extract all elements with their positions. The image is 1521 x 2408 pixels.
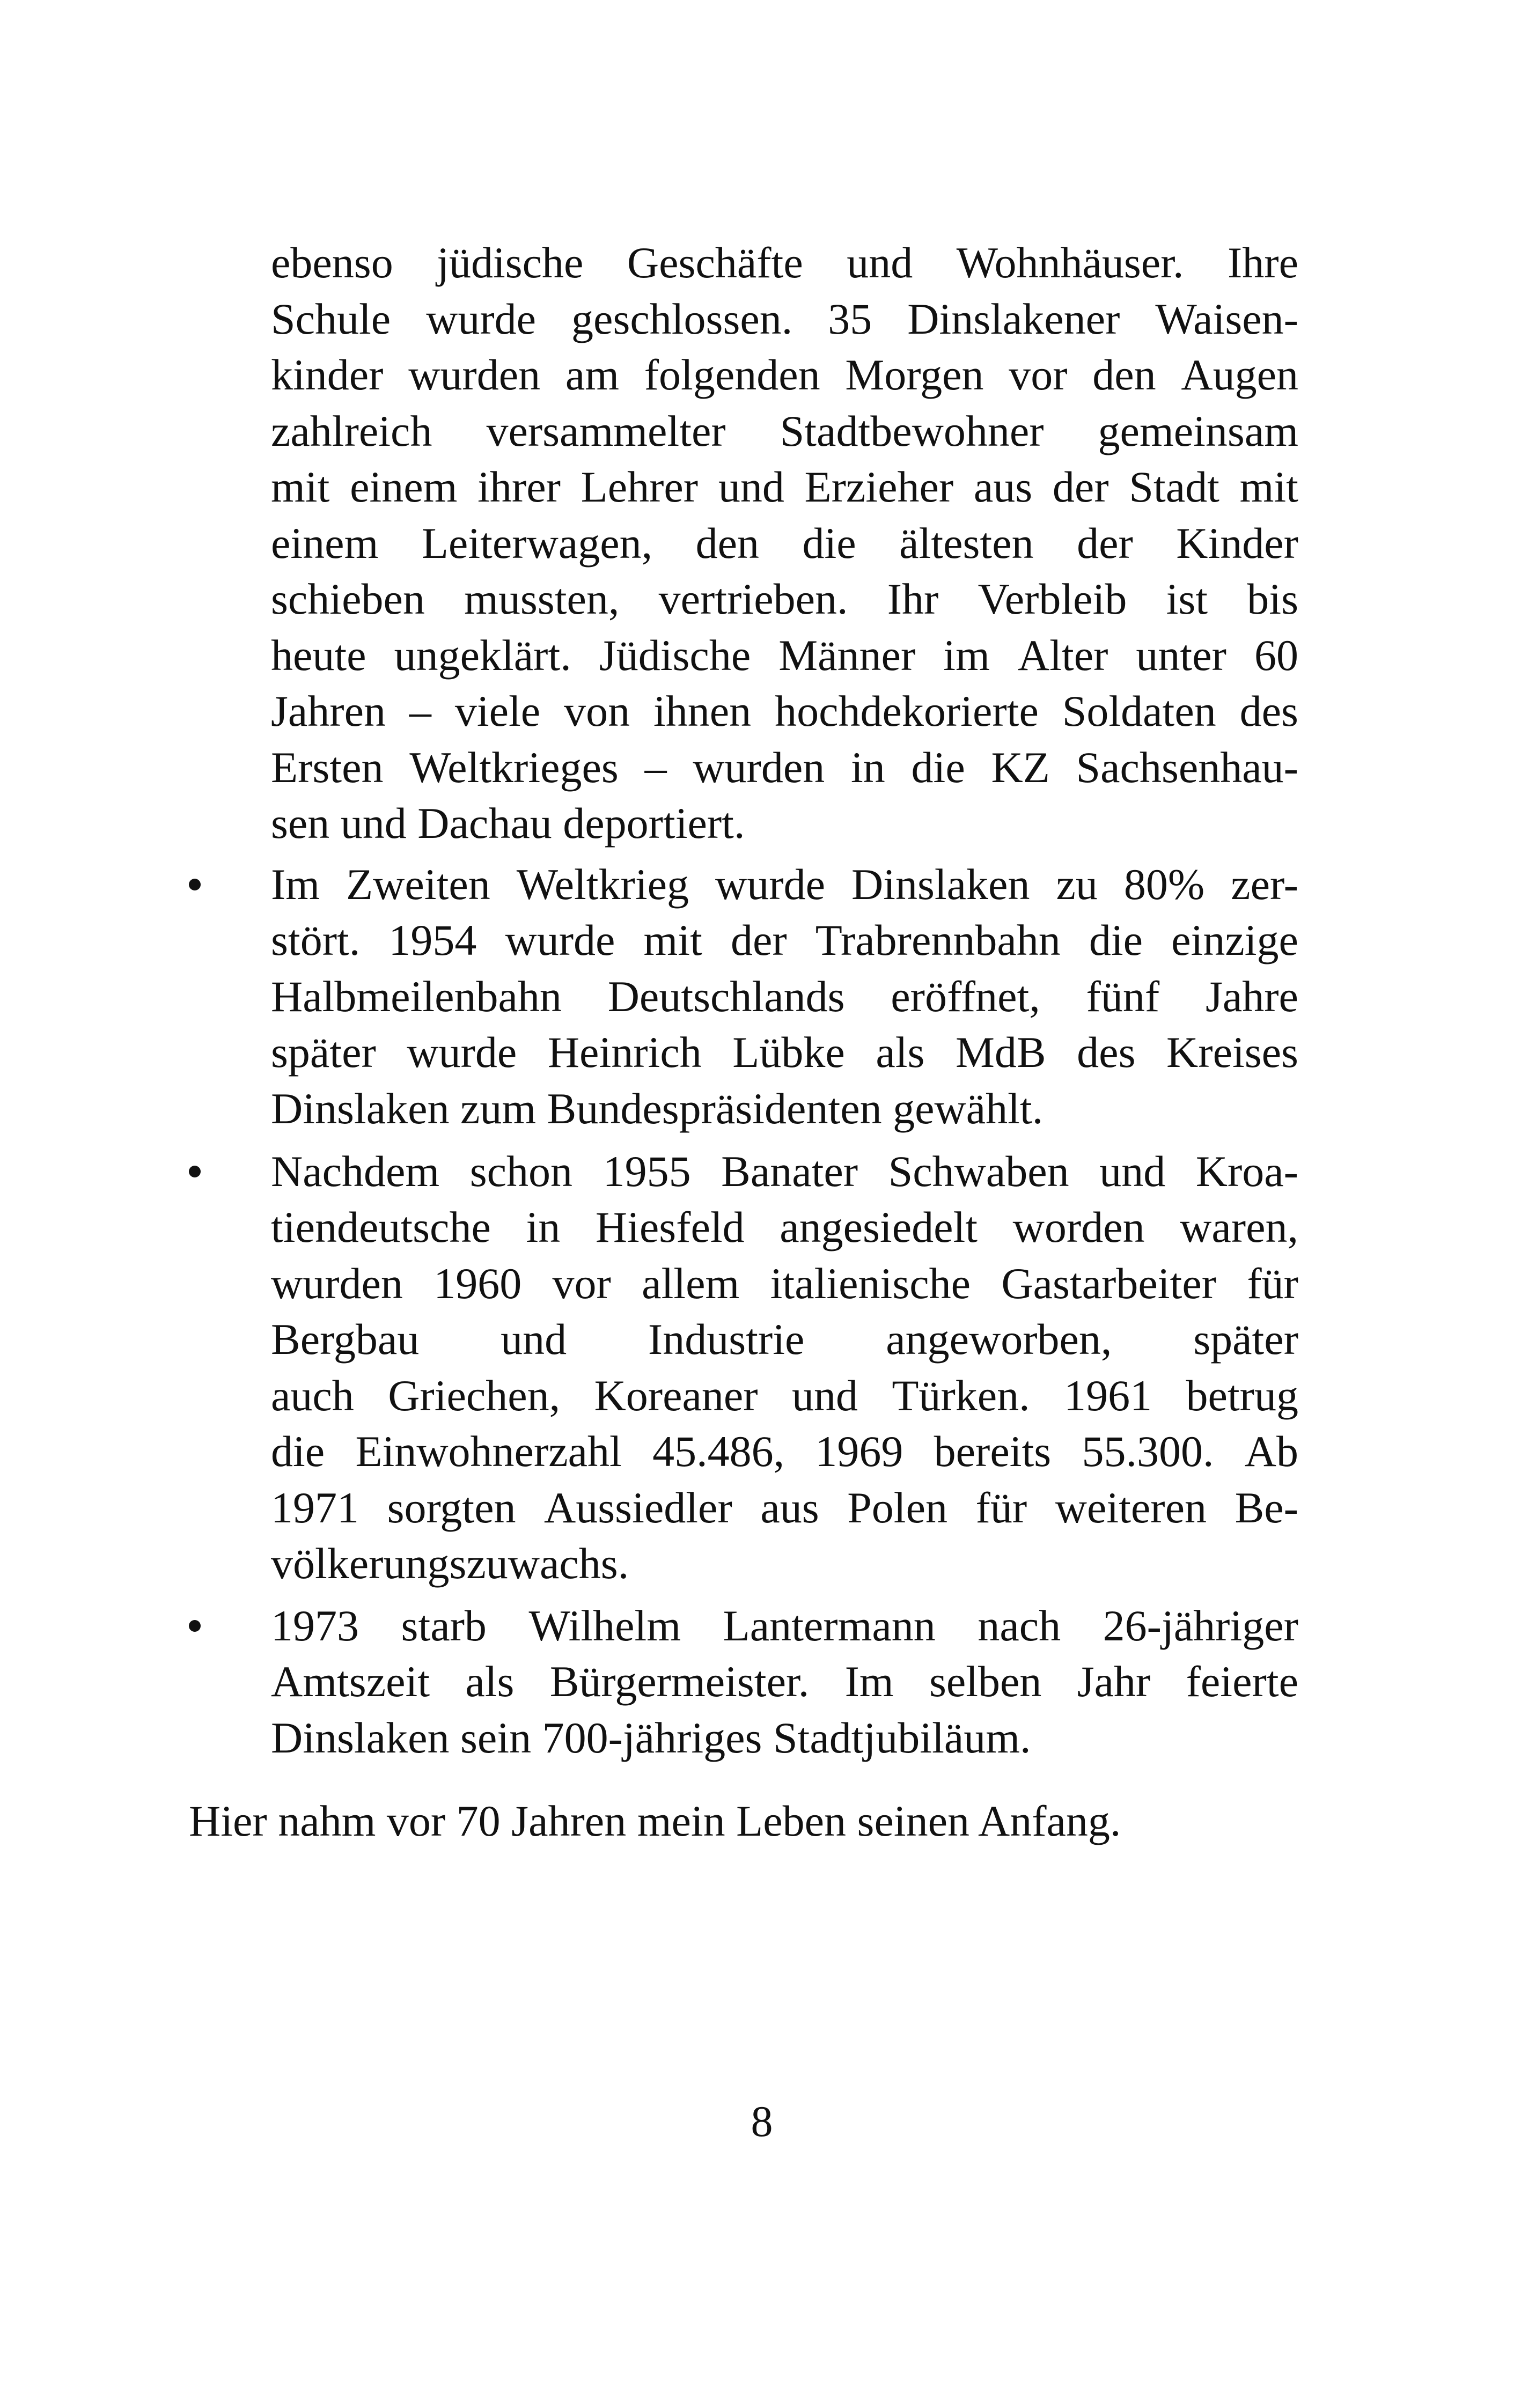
- word: viele: [454, 687, 541, 735]
- word: Zweiten: [346, 860, 490, 909]
- word: in: [851, 743, 885, 792]
- word: Deutschlands: [607, 972, 845, 1021]
- word: bis: [1247, 575, 1298, 623]
- word: wurde: [426, 294, 537, 343]
- word: von: [564, 687, 630, 735]
- bullet-2-line: [271, 1481, 1298, 1535]
- word: Jahre: [1205, 972, 1298, 1021]
- word: versammelter: [486, 407, 726, 455]
- word: Alter: [1017, 631, 1108, 680]
- bullet-1-line: [271, 970, 1298, 1023]
- word: Augen: [1181, 350, 1298, 399]
- word: auch: [271, 1371, 354, 1420]
- word: der: [730, 916, 787, 964]
- word: angeworben,: [886, 1315, 1112, 1364]
- word: italienische: [770, 1259, 971, 1308]
- intro-line: [271, 572, 1298, 626]
- word: Im: [844, 1657, 894, 1706]
- word: Morgen: [845, 350, 984, 399]
- word: der: [1077, 519, 1133, 568]
- word: Jahren: [271, 687, 386, 735]
- word: für: [975, 1483, 1027, 1532]
- word: 80%: [1123, 860, 1205, 909]
- word: –: [644, 743, 667, 792]
- word: mit: [643, 916, 702, 964]
- intro-line: sen und Dachau deportiert.: [271, 799, 745, 848]
- intro-line: [271, 236, 1298, 290]
- word: als: [876, 1028, 925, 1077]
- word: gemeinsam: [1098, 407, 1298, 455]
- word: Waisen-: [1155, 294, 1298, 343]
- bullet-2-line: [271, 1313, 1298, 1366]
- intro-line: [271, 404, 1298, 458]
- word: und: [1099, 1147, 1166, 1196]
- word: Jüdische: [599, 631, 751, 680]
- word: worden: [1012, 1203, 1145, 1251]
- word: Lehrer: [581, 462, 699, 511]
- word: ihnen: [653, 687, 752, 735]
- word: 45.486,: [652, 1427, 785, 1476]
- bullet-marker: [189, 1166, 201, 1177]
- word: für: [1247, 1259, 1298, 1308]
- word: ihrer: [477, 462, 561, 511]
- word: Soldaten: [1062, 687, 1216, 735]
- word: wurden: [408, 350, 541, 399]
- word: Ihre: [1227, 238, 1298, 287]
- word: Ihr: [887, 575, 939, 623]
- word: einem: [350, 462, 458, 511]
- word: heute: [271, 631, 366, 680]
- intro-line: [271, 460, 1298, 514]
- word: 26-jähriger: [1103, 1601, 1298, 1650]
- word: Be-: [1235, 1483, 1298, 1532]
- word: Ab: [1244, 1427, 1298, 1476]
- word: 1961: [1064, 1371, 1152, 1420]
- word: Trabrennbahn: [815, 916, 1061, 964]
- word: vertrieben.: [658, 575, 848, 623]
- word: und: [792, 1371, 858, 1420]
- word: Wohnhäuser.: [956, 238, 1184, 287]
- word: des: [1077, 1028, 1136, 1077]
- bullet-3-line: [271, 1599, 1298, 1653]
- word: Stadt: [1129, 462, 1219, 511]
- word: Einwohnerzahl: [355, 1427, 622, 1476]
- word: die: [802, 519, 856, 568]
- word: Weltkrieg: [516, 860, 689, 909]
- word: Wilhelm: [528, 1601, 681, 1650]
- word: Heinrich: [547, 1028, 702, 1077]
- word: Bergbau: [271, 1315, 420, 1364]
- word: Geschäfte: [627, 238, 803, 287]
- word: Nachdem: [271, 1147, 440, 1196]
- word: Industrie: [648, 1315, 805, 1364]
- word: Banater: [721, 1147, 858, 1196]
- bullet-3-line: Dinslaken sein 700-jähriges Stadtjubiläum.: [271, 1713, 1031, 1762]
- word: später: [271, 1028, 376, 1077]
- word: mit: [1239, 462, 1298, 511]
- word: 60: [1254, 631, 1298, 680]
- word: Schule: [271, 294, 391, 343]
- word: einzige: [1171, 916, 1298, 964]
- word: schon: [469, 1147, 573, 1196]
- word: aus: [973, 462, 1033, 511]
- word: Im: [271, 860, 320, 909]
- word: ist: [1166, 575, 1208, 623]
- word: Griechen,: [388, 1371, 561, 1420]
- word: Gastarbeiter: [1001, 1259, 1217, 1308]
- word: mussten,: [464, 575, 620, 623]
- word: MdB: [956, 1028, 1046, 1077]
- word: im: [943, 631, 990, 680]
- word: waren,: [1180, 1203, 1298, 1251]
- word: Männer: [778, 631, 916, 680]
- word: Kroa-: [1195, 1147, 1298, 1196]
- word: Leiterwagen,: [421, 519, 653, 568]
- word: wurde: [505, 916, 615, 964]
- word: nach: [978, 1601, 1061, 1650]
- word: tiendeutsche: [271, 1203, 491, 1251]
- word: feierte: [1186, 1657, 1298, 1706]
- word: selben: [929, 1657, 1042, 1706]
- word: zer-: [1231, 860, 1298, 909]
- bullet-1-line: Dinslaken zum Bundespräsidenten gewählt.: [271, 1084, 1044, 1133]
- word: aus: [760, 1483, 819, 1532]
- word: Amtszeit: [271, 1657, 430, 1706]
- word: 35: [828, 294, 872, 343]
- bullet-1-line: [271, 914, 1298, 967]
- word: Türken.: [892, 1371, 1030, 1420]
- intro-line: [271, 517, 1298, 570]
- word: und: [718, 462, 784, 511]
- word: zu: [1056, 860, 1098, 909]
- word: 1971: [271, 1483, 359, 1532]
- bullet-marker: [189, 879, 201, 890]
- word: Kinder: [1176, 519, 1298, 568]
- word: 1973: [271, 1601, 359, 1650]
- word: KZ: [991, 743, 1050, 792]
- word: als: [465, 1657, 515, 1706]
- word: Dinslakener: [907, 294, 1120, 343]
- word: den: [695, 519, 759, 568]
- intro-line: [271, 292, 1298, 346]
- bullet-1-line: [271, 1026, 1298, 1079]
- word: Lantermann: [723, 1601, 936, 1650]
- word: eröffnet,: [891, 972, 1040, 1021]
- word: geschlossen.: [571, 294, 793, 343]
- bullet-1-line: [271, 858, 1298, 911]
- word: ebenso: [271, 238, 393, 287]
- word: Jahr: [1077, 1657, 1151, 1706]
- word: wurde: [407, 1028, 517, 1077]
- intro-line: [271, 348, 1298, 402]
- word: Polen: [847, 1483, 947, 1532]
- word: einem: [271, 519, 379, 568]
- word: starb: [401, 1601, 487, 1650]
- word: wurden: [271, 1259, 403, 1308]
- word: wurde: [715, 860, 825, 909]
- word: bereits: [934, 1427, 1052, 1476]
- word: später: [1193, 1315, 1298, 1364]
- word: betrug: [1186, 1371, 1298, 1420]
- word: folgenden: [644, 350, 820, 399]
- word: allem: [642, 1259, 740, 1308]
- word: unter: [1136, 631, 1226, 680]
- word: des: [1239, 687, 1298, 735]
- bullet-marker: [189, 1620, 201, 1632]
- word: Halbmeilenbahn: [271, 972, 562, 1021]
- word: Stadtbewohner: [780, 407, 1044, 455]
- word: in: [526, 1203, 561, 1251]
- word: weiteren: [1055, 1483, 1207, 1532]
- word: der: [1052, 462, 1109, 511]
- word: Dinslaken: [851, 860, 1030, 909]
- word: sorgten: [387, 1483, 516, 1532]
- closing-sentence: Hier nahm vor 70 Jahren mein Leben seinen Anfang.: [189, 1796, 1121, 1845]
- word: die: [911, 743, 965, 792]
- word: ältesten: [899, 519, 1034, 568]
- intro-line: [271, 741, 1298, 794]
- word: mit: [271, 462, 330, 511]
- word: 55.300.: [1082, 1427, 1214, 1476]
- word: Sachsenhau-: [1076, 743, 1298, 792]
- word: Weltkrieges: [409, 743, 619, 792]
- bullet-2-line: [271, 1425, 1298, 1478]
- word: Hiesfeld: [595, 1203, 745, 1251]
- word: schieben: [271, 575, 425, 623]
- word: die: [271, 1427, 325, 1476]
- word: den: [1092, 350, 1156, 399]
- word: fünf: [1086, 972, 1160, 1021]
- word: jüdische: [437, 238, 584, 287]
- word: Bürgermeister.: [549, 1657, 810, 1706]
- word: 1954: [388, 916, 477, 964]
- word: –: [409, 687, 431, 735]
- bullet-3-line: [271, 1655, 1298, 1709]
- page-number: 8: [751, 2097, 773, 2146]
- word: 1960: [433, 1259, 522, 1308]
- word: Verbleib: [978, 575, 1127, 623]
- word: 1969: [815, 1427, 903, 1476]
- word: Schwaben: [888, 1147, 1069, 1196]
- word: kinder: [271, 350, 384, 399]
- bullet-2-line: [271, 1145, 1298, 1198]
- word: und: [501, 1315, 567, 1364]
- word: am: [565, 350, 620, 399]
- word: zahlreich: [271, 407, 432, 455]
- word: und: [847, 238, 913, 287]
- word: wurden: [693, 743, 825, 792]
- bullet-2-line: [271, 1201, 1298, 1254]
- word: vor: [552, 1259, 611, 1308]
- word: Koreaner: [594, 1371, 758, 1420]
- bullet-2-line: [271, 1257, 1298, 1310]
- intro-line: [271, 629, 1298, 682]
- word: hochdekorierte: [775, 687, 1039, 735]
- bullet-2-line: völkerungszuwachs.: [271, 1539, 629, 1588]
- word: stört.: [271, 916, 361, 964]
- word: Kreises: [1166, 1028, 1298, 1077]
- word: angesiedelt: [780, 1203, 978, 1251]
- intro-line: [271, 684, 1298, 738]
- word: Lübke: [732, 1028, 845, 1077]
- word: Ersten: [271, 743, 384, 792]
- word: 1955: [602, 1147, 691, 1196]
- word: Erzieher: [804, 462, 954, 511]
- word: die: [1089, 916, 1143, 964]
- bullet-2-line: [271, 1369, 1298, 1423]
- word: ungeklärt.: [394, 631, 571, 680]
- word: Aussiedler: [544, 1483, 732, 1532]
- word: vor: [1009, 350, 1068, 399]
